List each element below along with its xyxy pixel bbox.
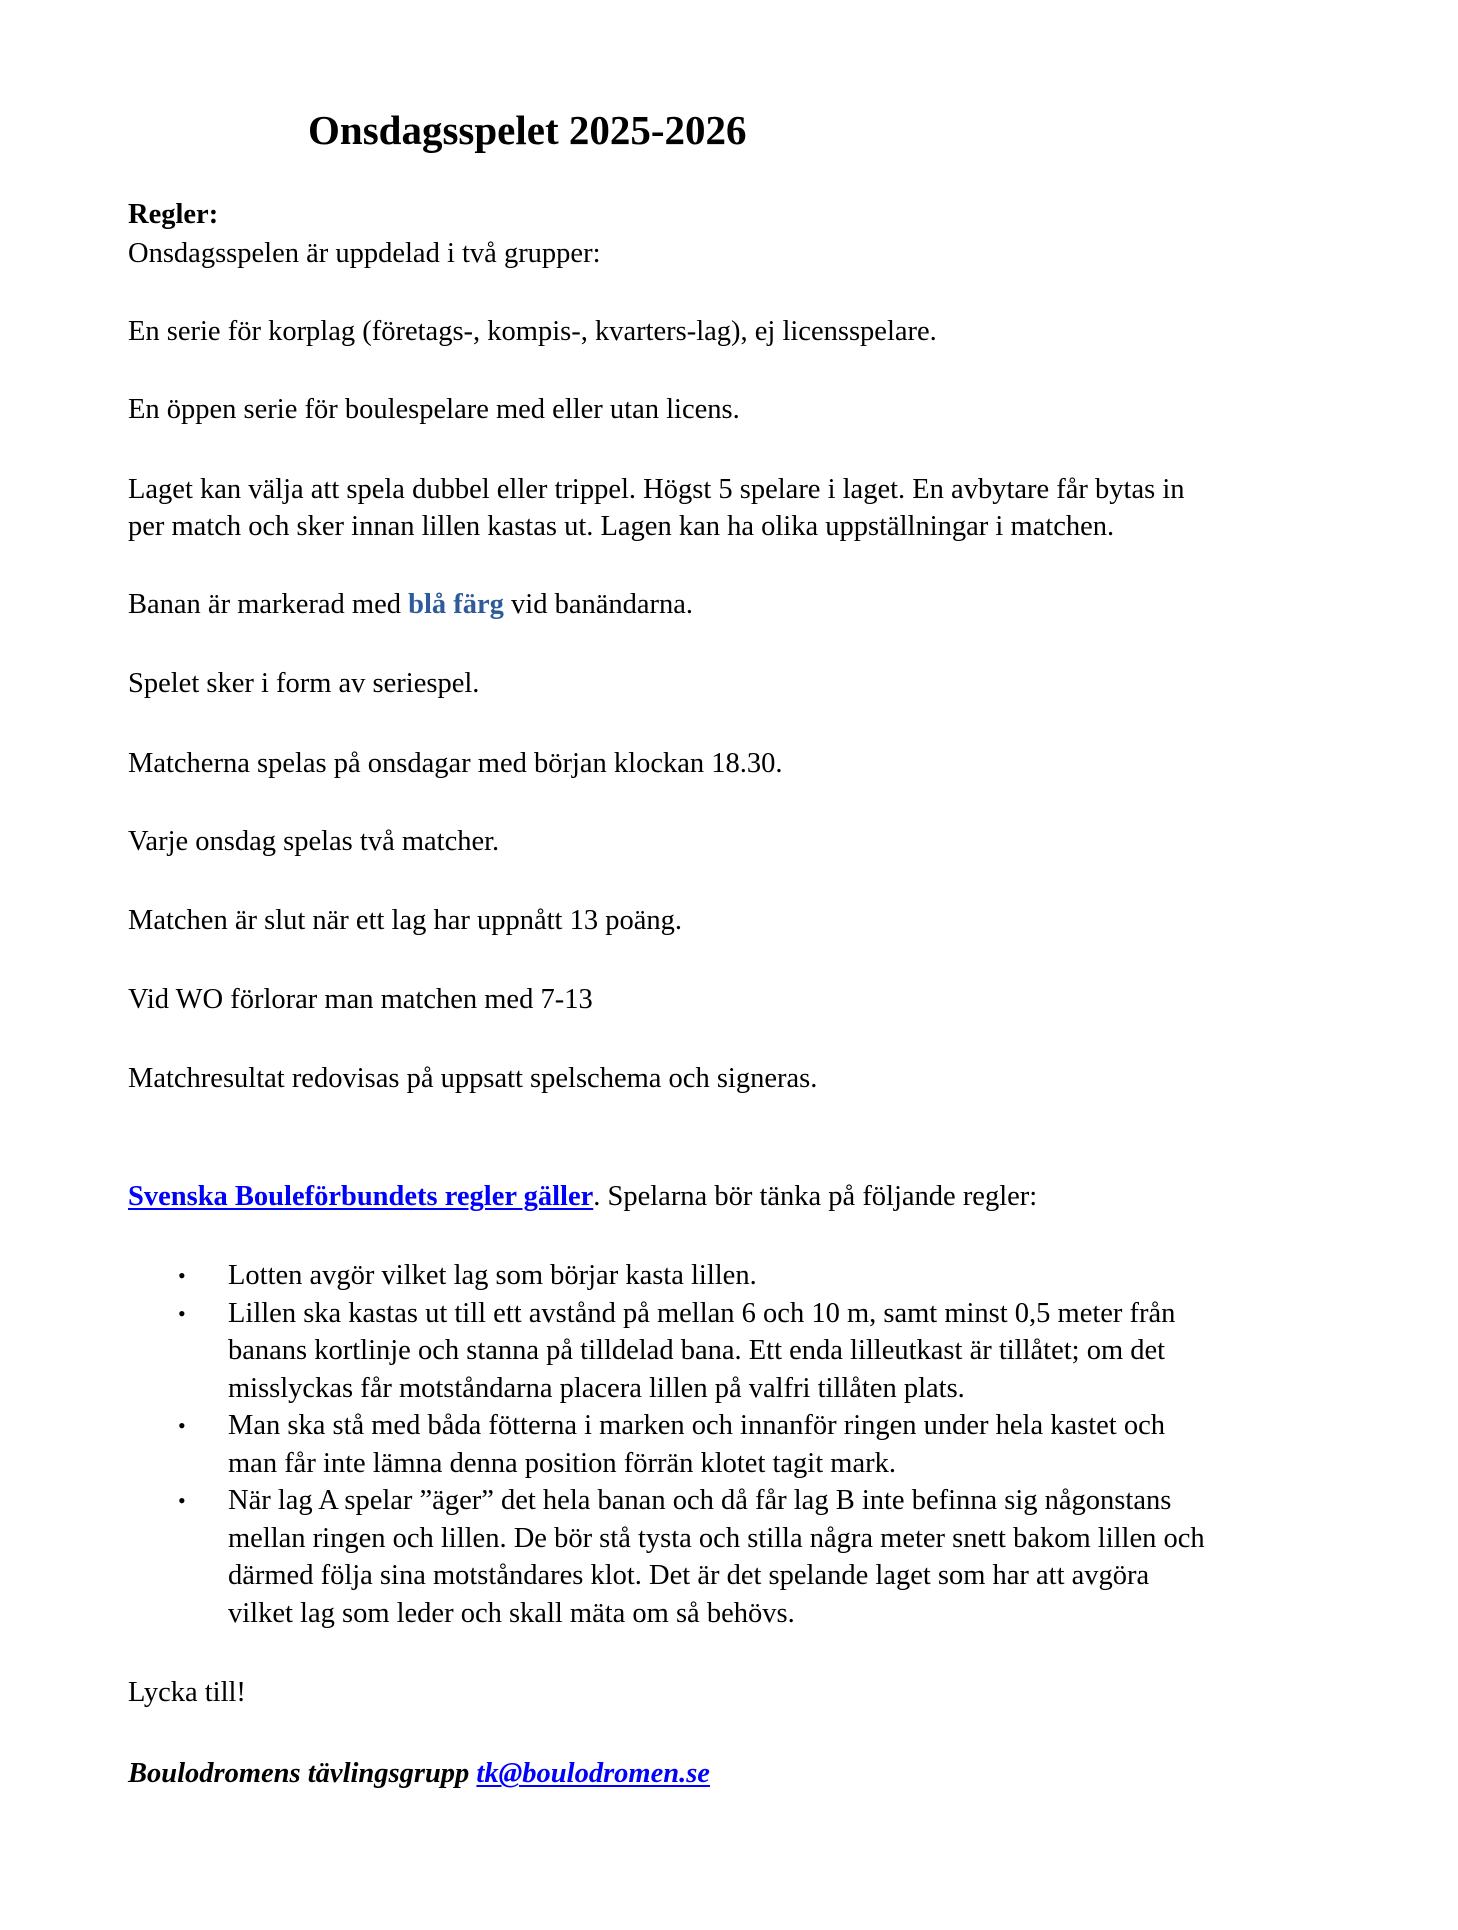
list-item	[178, 1407, 1458, 1482]
list-item-line: misslyckas får motståndarna placera lillen på valfri tillåten plats.	[228, 1372, 965, 1404]
list-item-line: därmed följa sina motståndares klot. Det är det spelande laget som har att avgöra	[228, 1560, 1150, 1591]
paragraph-team-line-2: per match och sker innan lillen kastas ut. Lagen kan ha olika uppställningar i matchen.	[128, 511, 1115, 542]
list-item-line: När lag A spelar ”äger” det hela banan och då får lag B inte befinna sig någonstans	[228, 1485, 1172, 1516]
list-item	[178, 1482, 1458, 1632]
paragraph-team-line-1: Laget kan välja att spela dubbel eller trippel. Högst 5 spelare i laget. En avbytare får bytas in	[128, 474, 1185, 505]
lane-text-after: vid banändarna.	[503, 589, 694, 620]
paragraph-korplag: En serie för korplag (företags-, kompis-, kvarters-lag), ej licensspelare.	[128, 316, 937, 347]
paragraph-match-end: Matchen är slut när ett lag har uppnått 13 poäng.	[128, 905, 682, 936]
paragraph-open-series: En öppen serie för boulespelare med eller utan licens.	[128, 394, 740, 425]
federation-text-after: . Spelarna bör tänka på följande regler:	[593, 1181, 1038, 1212]
email-link[interactable]: tk@boulodromen.se	[476, 1758, 710, 1789]
paragraph-results: Matchresultat redovisas på uppsatt spelschema och signeras.	[128, 1063, 818, 1094]
signature	[128, 1755, 1378, 1793]
intro-paragraph: Onsdagsspelen är uppdelad i två grupper:	[128, 238, 601, 269]
bullet-icon: •	[178, 1488, 186, 1513]
bullet-icon: •	[178, 1413, 186, 1438]
lane-color-highlight: blå färg	[408, 589, 504, 620]
list-item-line: banans kortlinje och stanna på tilldelad bana. Ett enda lilleutkast är tillåtet; om det	[228, 1335, 1166, 1366]
paragraph-federation	[128, 1178, 1378, 1216]
page-title: Onsdagsspelet 2025-2026	[308, 107, 747, 153]
list-item-line: Lillen ska kastas ut till ett avstånd på mellan 6 och 10 m, samt minst 0,5 meter från	[228, 1297, 1176, 1329]
list-item-line: Man ska stå med båda fötterna i marken och innanför ringen under hela kastet och	[228, 1410, 1165, 1441]
paragraph-series-play: Spelet sker i form av seriespel.	[128, 668, 480, 699]
rules-heading: Regler:	[128, 199, 219, 230]
rules-list	[128, 1257, 1458, 1632]
bullet-icon: •	[178, 1300, 186, 1326]
list-item-line: vilket lag som leder och skall mäta om så behövs.	[228, 1597, 795, 1629]
list-item-line: man får inte lämna denna position förrän klotet tagit mark.	[228, 1447, 896, 1479]
list-item-line: mellan ringen och lillen. De bör stå tysta och stilla några meter snett bakom lillen och	[228, 1522, 1205, 1554]
paragraph-walkover: Vid WO förlorar man matchen med 7-13	[128, 984, 593, 1015]
paragraph-match-time: Matcherna spelas på onsdagar med början klockan 18.30.	[128, 748, 783, 779]
list-item	[178, 1257, 1458, 1295]
paragraph-two-matches: Varje onsdag spelas två matcher.	[128, 826, 500, 857]
federation-rules-link[interactable]: Svenska Bouleförbundets regler gäller	[128, 1181, 594, 1212]
closing-text: Lycka till!	[128, 1677, 246, 1708]
bullet-icon: •	[178, 1263, 186, 1288]
list-item-line: Lotten avgör vilket lag som börjar kasta lillen.	[228, 1260, 757, 1291]
paragraph-lane	[128, 586, 1378, 624]
lane-text-before: Banan är markerad med	[128, 589, 409, 620]
list-item	[178, 1295, 1458, 1408]
signature-text: Boulodromens tävlingsgrupp	[128, 1758, 477, 1789]
